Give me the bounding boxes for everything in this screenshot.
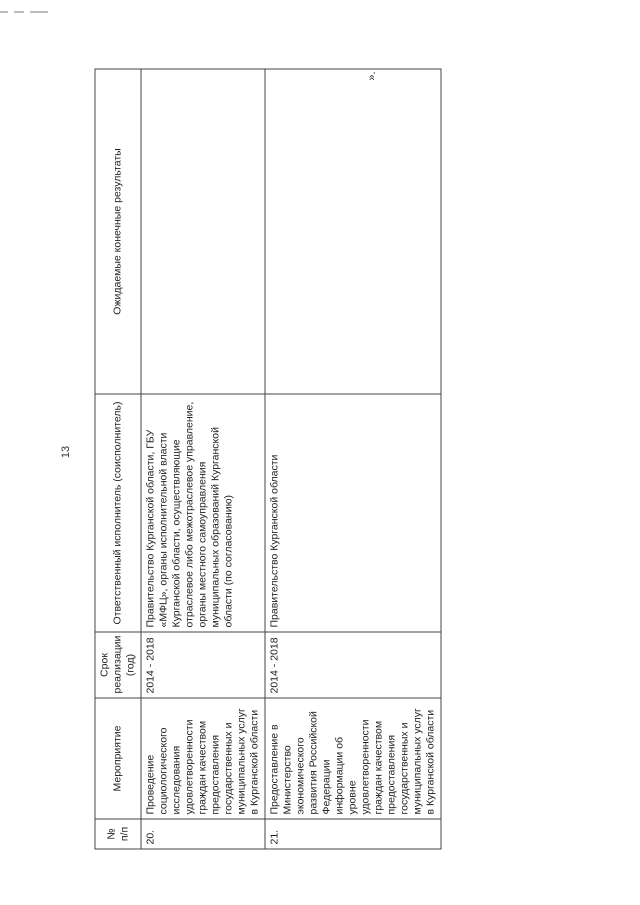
row-activity: Проведение социологического исследования удовлетворенности граждан качеством предоставления государственных и муниципальных услуг в Курганской области (141, 698, 265, 819)
header-results: Ожидаемые конечные результаты (95, 69, 141, 394)
table-header-row (95, 69, 141, 849)
row-executor: Правительство Курганской области, ГБУ «МФЦ», органы исполнительной власти Курганской области, осуществляющие отраслевое либо межотраслевое управление, органы местного самоуправления муниципальных образований Курганской области (по согласованию) (141, 394, 265, 632)
row-executor: Правительство Курганской области (265, 394, 441, 632)
header-period: Срок реализации (год) (95, 632, 141, 698)
plan-table-rotated (95, 69, 437, 849)
scan-mark (30, 11, 48, 13)
row-num: 20. (141, 819, 265, 849)
header-executor: Ответственный исполнитель (соисполнитель) (95, 394, 141, 632)
row-num: 21. (265, 819, 441, 849)
row-period: 2014 - 2018 (265, 632, 441, 698)
row-activity: Предоставление в Министерство экономического развития Российской Федерации информации об уровне удовлетворенности граждан качеством предоставления государственных и муниципальных услуг в Курганской области (265, 698, 441, 819)
scan-mark (14, 11, 24, 13)
table-row (265, 69, 441, 849)
row-results (265, 69, 441, 394)
plan-table (95, 68, 442, 849)
header-num: № п/п (95, 819, 141, 849)
row-results (141, 69, 265, 394)
header-activity: Мероприятие (95, 698, 141, 819)
page-number: 13 (60, 445, 72, 459)
row-period: 2014 - 2018 (141, 632, 265, 698)
scan-mark (0, 11, 8, 13)
table-row (141, 69, 265, 849)
closing-quote: ». (366, 71, 378, 81)
